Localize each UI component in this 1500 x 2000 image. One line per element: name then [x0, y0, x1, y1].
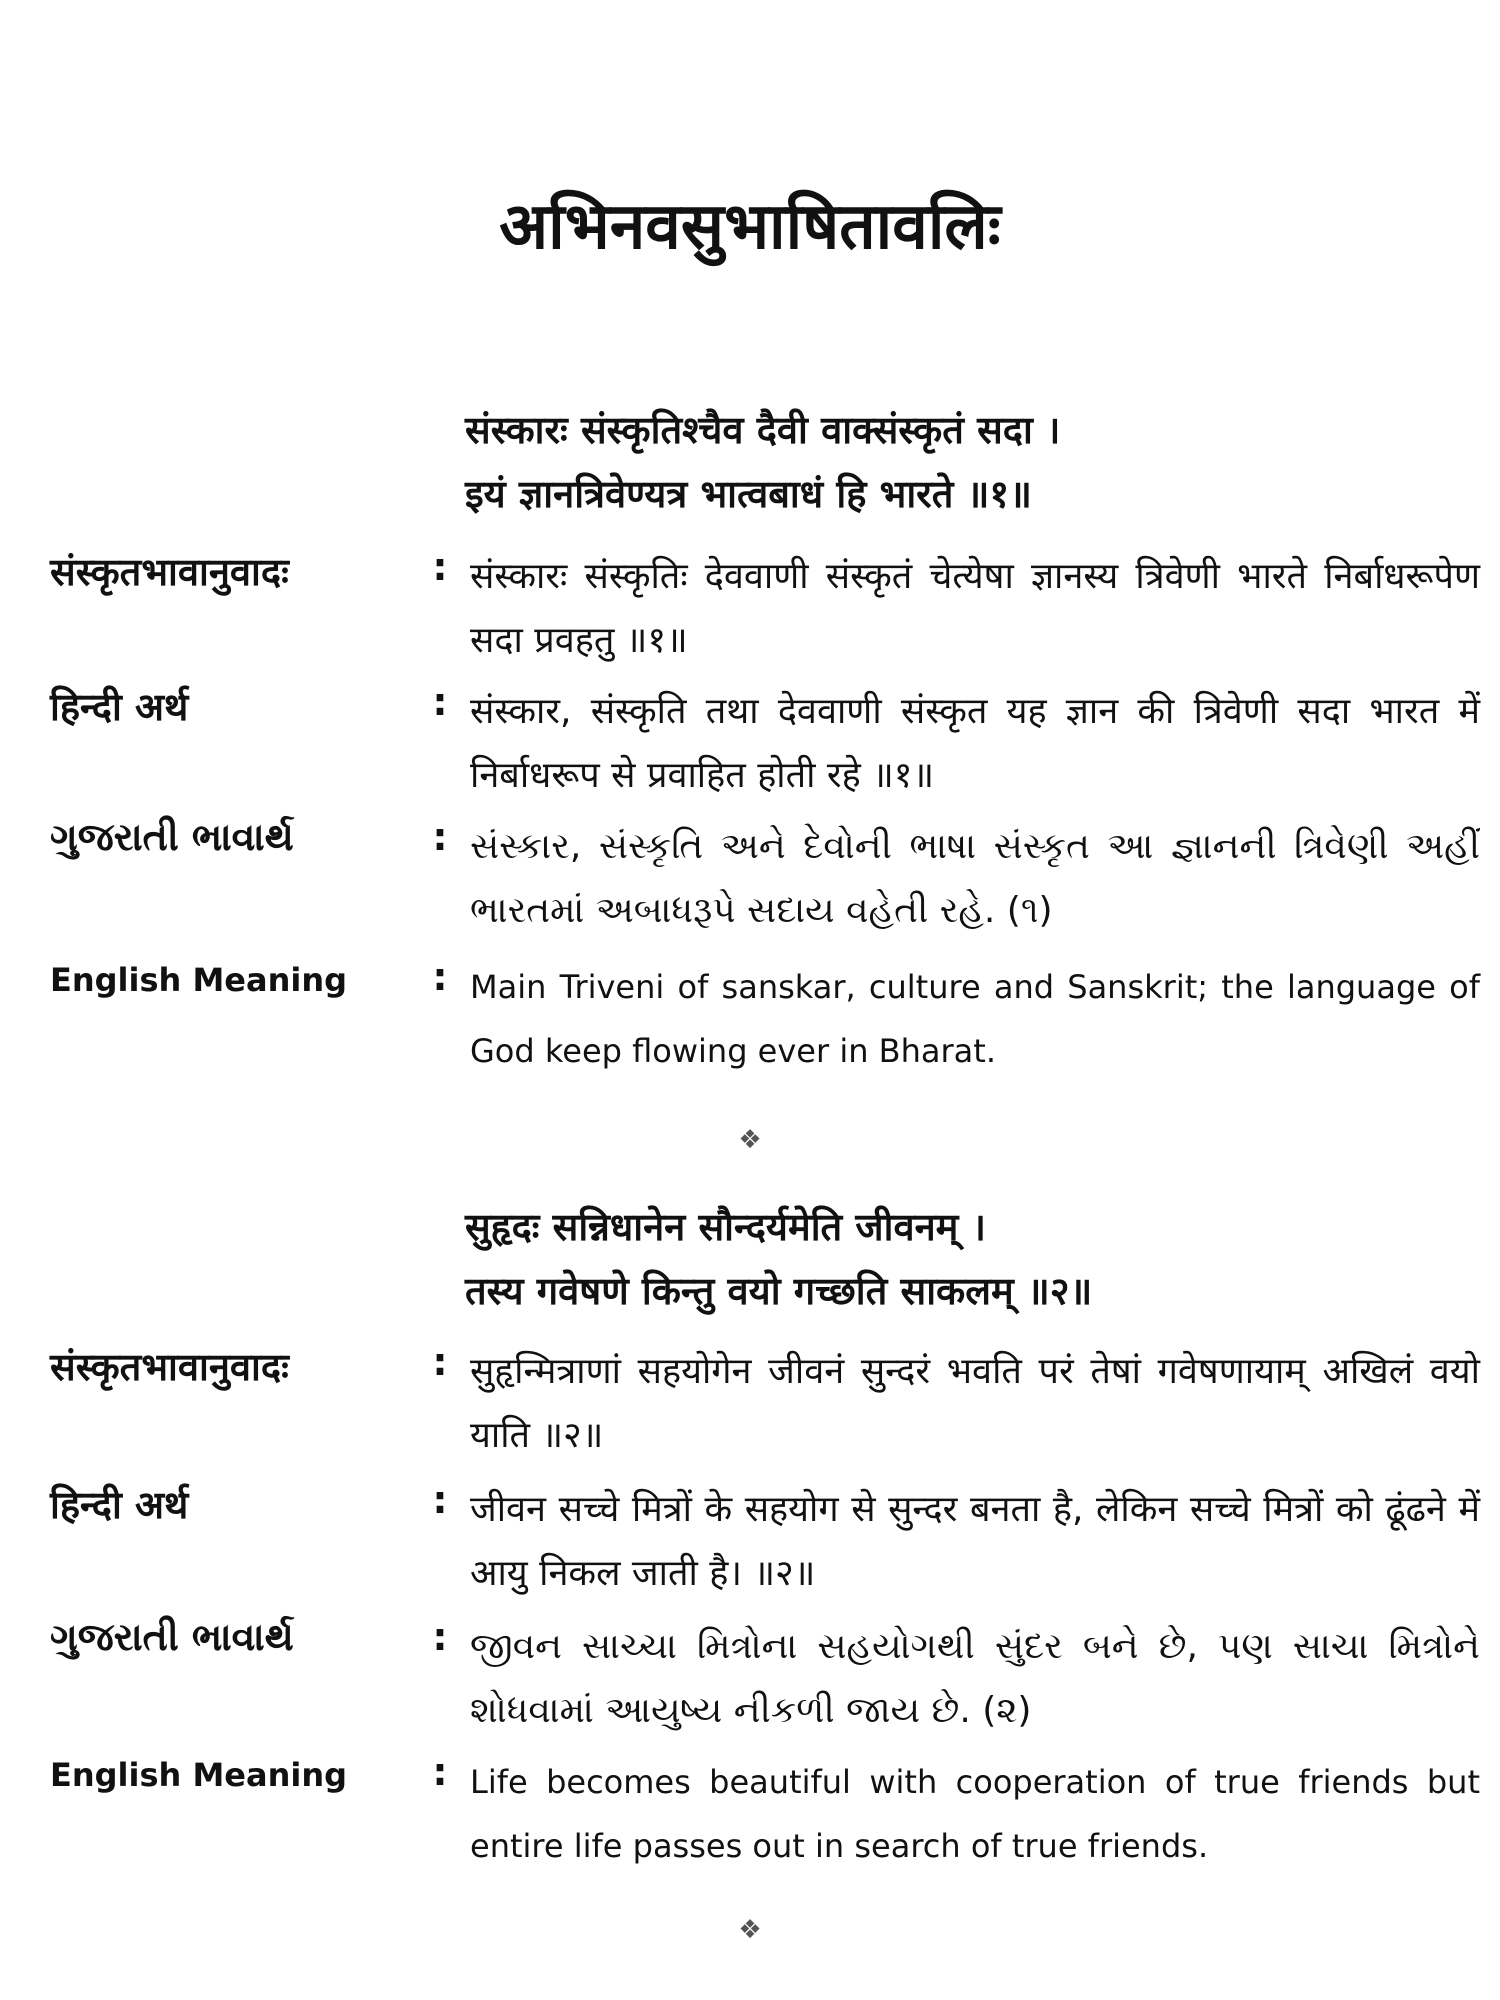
hindi-text: संस्कार, संस्कृति तथा देववाणी संस्कृत यह ज्ञान की त्रिवेणी सदा भारत में निर्बाधरूप से प्रवाहित होती रहे ॥१॥ — [470, 691, 1480, 796]
separator-colon: : — [432, 1750, 448, 1794]
sanskrit-text: सुहृन्मित्राणां सहयोगेन जीवनं सुन्दरं भवति परं तेषां गवेषणायाम् अखिलं वयो याति ॥२॥ — [470, 1351, 1480, 1456]
separator-colon: : — [432, 1615, 448, 1659]
sanskrit-text: संस्कारः संस्कृतिः देववाणी संस्कृतं चेत्येषा ज्ञानस्य त्रिवेणी भारते निर्बाधरूपेण सदा प्रवहतु ॥१॥ — [470, 556, 1480, 661]
english-text: Main Triveni of sanskar, culture and Sanskrit; the language of God keep flowing ever in Bharat. — [470, 968, 1480, 1070]
english-label: English Meaning — [50, 1756, 348, 1794]
verse-2 — [465, 1195, 1465, 1323]
separator-colon: : — [432, 1340, 448, 1384]
gujarati-text: સંસ્કાર, સંસ્કૃતિ અને દેવોની ભાષા સંસ્કૃત આ જ્ઞાનની ત્રિવેણી અહીં ભારતમાં અબાધરૂપે સદાય વહેતી રહે. (૧) — [470, 826, 1480, 931]
verse-1 — [465, 398, 1465, 526]
gujarati-label: ગુજરાતી ભાવાર્થ — [50, 1615, 294, 1659]
verse-line: तस्य गवेषणे किन्तु वयो गच्छति साकलम् ॥२॥ — [465, 1269, 1093, 1313]
separator-colon: : — [432, 545, 448, 589]
verse-line: सुहृदः सन्निधानेन सौन्दर्यमेति जीवनम् । — [465, 1205, 987, 1249]
hindi-label: हिन्दी अर्थ — [50, 685, 189, 729]
english-label: English Meaning — [50, 961, 348, 999]
verse-line: इयं ज्ञानत्रिवेण्यत्र भात्वबाधं हि भारते ॥१॥ — [465, 472, 1032, 516]
ornament-divider-icon: ❖ — [738, 1125, 762, 1155]
sanskrit-label: संस्कृतभावानुवादः — [50, 1345, 289, 1389]
ornament-divider-icon: ❖ — [738, 1915, 762, 1945]
gujarati-text: જીવન સાચ્ચા મિત્રોના સહયોગથી સુંદર બને છે, પણ સાચા મિત્રોને શોધવામાં આયુષ્ય નીકળી જાય છે. (૨) — [470, 1626, 1480, 1731]
page-title: अभिनवसुभाषितावलिः — [499, 190, 1001, 264]
sanskrit-label: संस्कृतभावानुवादः — [50, 550, 289, 594]
separator-colon: : — [432, 680, 448, 724]
english-text: Life becomes beautiful with cooperation of true friends but entire life passes out in search of true friends. — [470, 1763, 1480, 1865]
separator-colon: : — [432, 1478, 448, 1522]
gujarati-label: ગુજરાતી ભાવાર્થ — [50, 815, 294, 859]
separator-colon: : — [432, 815, 448, 859]
hindi-label: हिन्दी अर्थ — [50, 1483, 189, 1527]
hindi-text: जीवन सच्चे मित्रों के सहयोग से सुन्दर बनता है, लेकिन सच्चे मित्रों को ढूंढने में आयु निकल जाती है। ॥२॥ — [470, 1489, 1480, 1594]
verse-line: संस्कारः संस्कृतिश्चैव दैवी वाक्संस्कृतं सदा । — [465, 408, 1061, 452]
separator-colon: : — [432, 955, 448, 999]
